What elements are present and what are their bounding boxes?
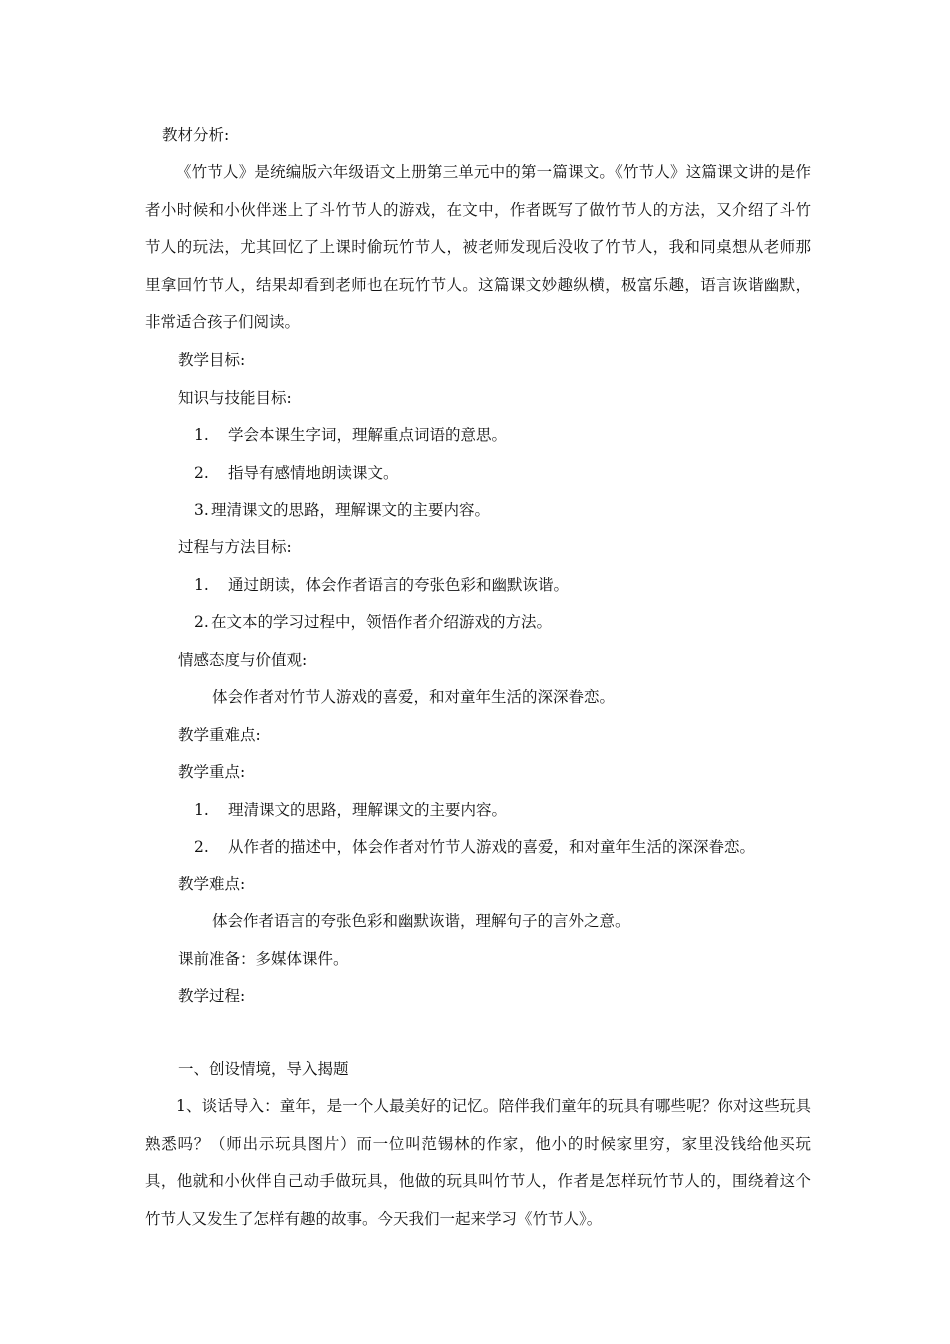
prep-text: 课前准备：多媒体课件。 <box>178 950 349 968</box>
difficult-heading: 教学难点: <box>178 875 246 893</box>
knowledge-item-1 <box>194 425 507 445</box>
process-item-2 <box>194 612 552 632</box>
list-text: 在文本的学习过程中，领悟作者介绍游戏的方法。 <box>211 613 553 631</box>
analysis-heading: 教材分析: <box>162 126 230 144</box>
analysis-paragraph: 《竹节人》是统编版六年级语文上册第三单元中的第一篇课文。《竹节人》这篇课文讲的是作者小时候和小伙伴迷上了斗竹节人的游戏，在文中，作者既写了做竹节人的方法，又介绍了斗竹节人的玩法，尤其回忆了上课时偷玩竹节人，被老师发现后没收了竹节人，我和同桌想从老师那里拿回竹节人，结果却看到老师也在玩竹节人。这篇课文妙趣纵横，极富乐趣，语言诙谐幽默，非常适合孩子们阅读。 <box>145 163 811 331</box>
key-heading: 教学重点: <box>178 763 246 781</box>
knowledge-item-2 <box>194 463 399 483</box>
knowledge-item-3 <box>194 500 490 520</box>
list-number: 3. <box>194 501 209 519</box>
list-text: 学会本课生字词，理解重点词语的意思。 <box>228 426 508 444</box>
list-text: 通过朗读，体会作者语言的夸张色彩和幽默诙谐。 <box>228 576 570 594</box>
list-number: 1. <box>194 801 209 819</box>
key-item-2 <box>194 837 755 857</box>
list-number: 1. <box>194 576 209 594</box>
list-text: 指导有感情地朗读课文。 <box>228 464 399 482</box>
list-text: 理清课文的思路，理解课文的主要内容。 <box>228 801 508 819</box>
process-main-heading: 教学过程: <box>178 987 246 1005</box>
list-number: 2. <box>194 613 209 631</box>
emotion-text: 体会作者对竹节人游戏的喜爱，和对童年生活的深深眷恋。 <box>212 688 616 706</box>
difficult-text: 体会作者语言的夸张色彩和幽默诙谐，理解句子的言外之意。 <box>212 912 631 930</box>
key-item-1 <box>194 800 507 820</box>
goals-heading: 教学目标: <box>178 351 246 369</box>
list-text: 从作者的描述中，体会作者对竹节人游戏的喜爱，和对童年生活的深深眷恋。 <box>228 838 756 856</box>
list-number: 2. <box>194 838 209 856</box>
key-difficult-heading: 教学重难点: <box>178 726 261 744</box>
step1-paragraph: 1、谈话导入：童年，是一个人最美好的记忆。陪伴我们童年的玩具有哪些呢？你对这些玩具熟悉吗？（师出示玩具图片）而一位叫范锡林的作家，他小的时候家里穷，家里没钱给他买玩具，他就和小伙伴自己动手做玩具，他做的玩具叫竹节人，作者是怎样玩竹节人的，围绕着这个竹节人又发生了怎样有趣的故事。今天我们一起来学习《竹节人》。 <box>145 1097 811 1228</box>
step1-heading: 一、创设情境，导入揭题 <box>178 1060 349 1078</box>
process-item-1 <box>194 575 569 595</box>
list-text: 理清课文的思路，理解课文的主要内容。 <box>211 501 491 519</box>
emotion-heading: 情感态度与价值观: <box>178 651 308 669</box>
process-heading: 过程与方法目标: <box>178 538 292 556</box>
list-number: 2. <box>194 464 209 482</box>
list-number: 1. <box>194 426 209 444</box>
knowledge-heading: 知识与技能目标: <box>178 389 292 407</box>
